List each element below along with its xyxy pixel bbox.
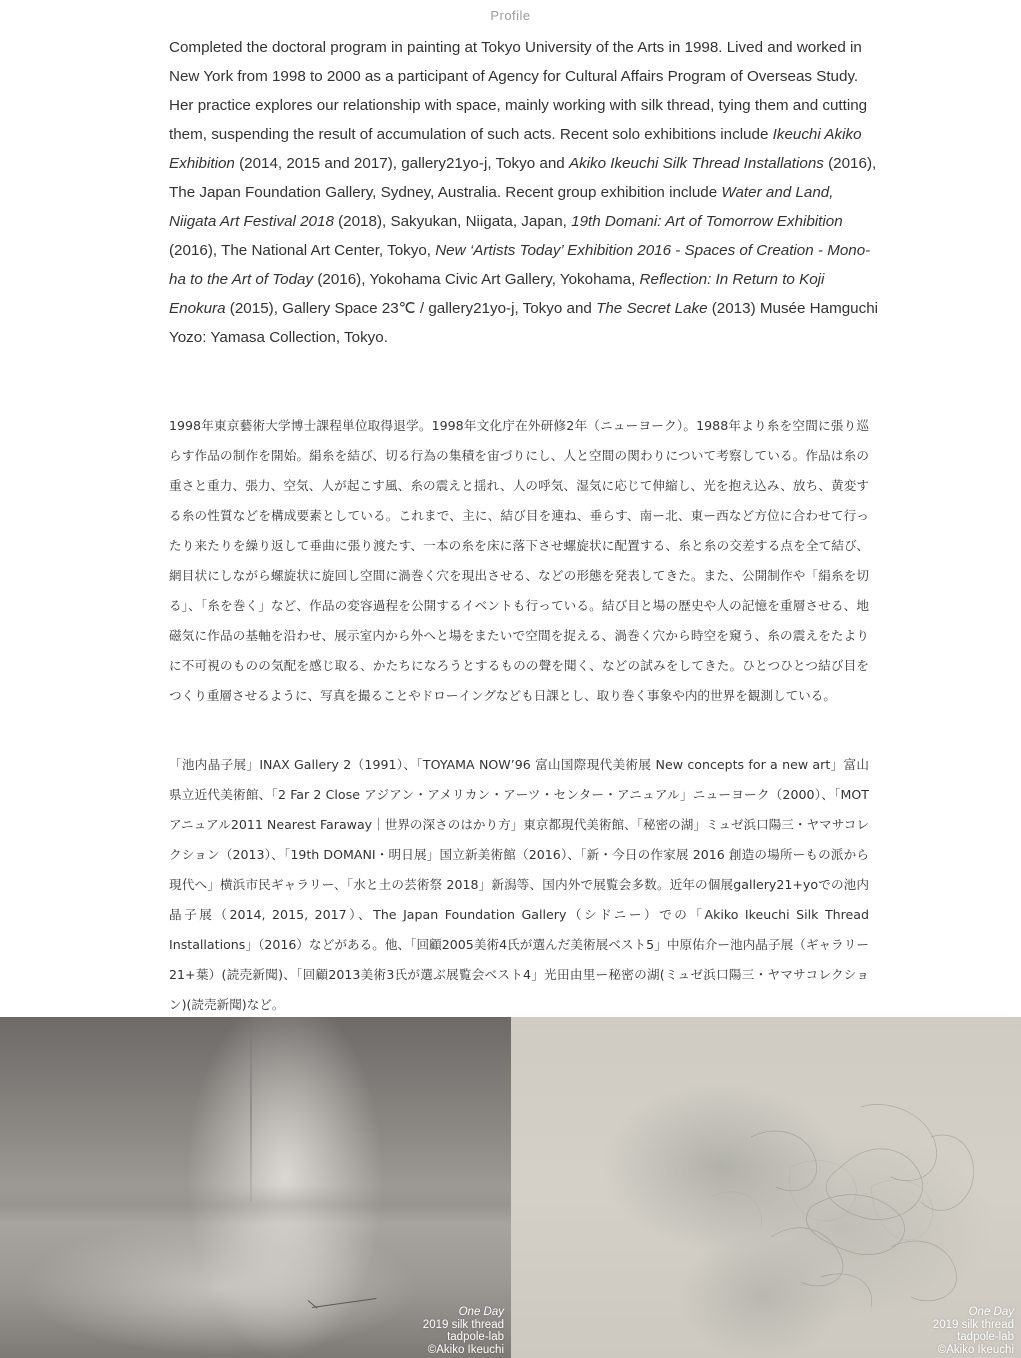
bio-text: (2018), Sakyukan, Niigata, Japan,	[333, 213, 572, 230]
bio-text: (2015), Gallery Space 23℃ / gallery21yo-j, Tokyo and	[225, 300, 597, 317]
floor-horizon-shade	[0, 1185, 511, 1225]
exhibition-title: 19th Domani: Art of Tomorrow Exhibition	[571, 213, 843, 230]
exhibition-title: Ikeuchi Akiko Exhibition	[169, 126, 862, 172]
exhibition-title: New ‘Artists Today’ Exhibition 2016 - Spaces of Creation - Mono-ha to the Art of Today	[169, 242, 871, 288]
bio-text: (2016), The Japan Foundation Gallery, Sydney, Australia. Recent group exhibition include	[169, 155, 877, 201]
room-corner-shade	[250, 1017, 252, 1202]
caption-credit: ©Akiko Ikeuchi	[427, 1343, 504, 1356]
bio-text: (2014, 2015 and 2017), gallery21yo-j, Tokyo and	[234, 155, 569, 172]
english-biography	[169, 33, 879, 352]
exhibition-title: Water and Land, Niigata Art Festival 2018	[169, 184, 834, 230]
caption-title: One Day	[968, 1306, 1014, 1318]
photo-caption	[933, 1306, 1014, 1356]
exhibition-title: The Secret Lake	[596, 300, 708, 317]
caption-venue: tadpole-lab	[447, 1331, 504, 1343]
bio-text: (2016), The National Art Center, Tokyo,	[169, 242, 436, 259]
caption-venue: tadpole-lab	[957, 1331, 1014, 1343]
silk-thread-line	[312, 1298, 377, 1308]
installation-photo-room	[0, 1017, 511, 1358]
caption-medium: 2019 silk thread	[932, 1318, 1014, 1331]
japanese-biography: 1998年東京藝術大学博士課程単位取得退学。1998年文化庁在外研修2年（ニューヨーク）。1988年より糸を空間に張り巡らす作品の制作を開始。絹糸を結び、切る行為の集積を宙づりにし、人と空間の関わりについて考察している。作品は糸の重さと重力、張力、空気、人が起こす風、糸の震えと揺れ、人の呼気、湿気に応じて伸縮し、光を抱え込み、放ち、黄変する糸の性質などを構成要素としている。これまで、主に、結び目を連ね、垂らす、南ー北、東ー西など方位に合わせて行ったり来たりを繰り返して垂曲に張り渡たす、一本の糸を床に落下させ螺旋状に配置する、糸と糸の交差する点を全て結び、網目状にしながら螺旋状に旋回し空間に渦巻く穴を現出させる、などの形態を発表してきた。また、公開制作や「絹糸を切る」、「糸を巻く」など、作品の変容過程を公開するイベントも行っている。結び目と場の歴史や人の記憶を重層させる、地磁気に作品の基軸を沿わせ、展示室内から外へと場をまたいで空間を捉える、渦巻く穴から時空を窺う、糸の震えをたよりに不可視のものの気配を感じ取る、かたちになろうとするものの聲を聞く、などの試みをしてきた。ひとつひとつ結び目をつくり重層させるように、写真を撮ることやドローイングなども日課とし、取り巻く事象や内的世界を観測している。	[169, 418, 869, 703]
exhibition-title: Reflection: In Return to Koji Enokura	[169, 271, 825, 317]
exhibition-title: Akiko Ikeuchi Silk Thread Installations	[568, 155, 824, 172]
caption-title: One Day	[458, 1306, 504, 1318]
section-title-profile: Profile	[490, 8, 531, 23]
bio-text: Completed the doctoral program in painting at Tokyo University of the Arts in 1998. Lived and worked in New York from 1998 to 2000 as a participant of Agency for Cultural Affairs Program of Overseas Study. Her practice explores our relationship with space, mainly working with silk thread, tying them and cutting them, suspending the result of accumulation of such acts. Recent solo exhibitions include	[169, 39, 868, 143]
bio-text: (2016), Yokohama Civic Art Gallery, Yokohama,	[313, 271, 640, 288]
photo-caption	[423, 1306, 504, 1356]
japanese-exhibition-history: 「池内晶子展」INAX Gallery 2（1991）、「TOYAMA NOW’96 富山国際現代美術展 New concepts for a new art」富山県立近代美術館、「2 Far 2 Close アジアン・アメリカン・アーツ・センター・アニュアル」ニューヨーク（2000）、「MOTアニュアル2011 Nearest Faraway｜世界の深さのはかり方」東京都現代美術館、「秘密の湖」ミュゼ浜口陽三・ヤマサコレクション（2013）、「19th DOMANI・明日展」国立新美術館（2016）、「新・今日の作家展 2016 創造の場所ーもの派から現代へ」横浜市民ギャラリー、「水と土の芸術祭 2018」新潟等、国内外で展覧会多数。近年の個展gallery21+yoでの池内晶子展（2014, 2015, 2017）、The Japan Foundation Gallery（シドニー）での「Akiko Ikeuchi Silk Thread Installations」（2016）などがある。他、「回顧2005美術4氏が選んだ美術展ベスト5」中原佑介ー池内晶子展（ギャラリー21+葉）(読売新聞)、「回顧2013美術3氏が選ぶ展覧会ベスト4」光田由里ー秘密の湖(ミュゼ浜口陽三・ヤマサコレクション)(読売新聞)など。	[169, 757, 869, 1012]
caption-medium: 2019 silk thread	[422, 1318, 504, 1331]
bio-text: (2013) Musée Hamguchi Yozo: Yamasa Collection, Tokyo.	[169, 300, 879, 346]
installation-photo-thread-detail	[511, 1017, 1021, 1358]
caption-credit: ©Akiko Ikeuchi	[937, 1343, 1014, 1356]
